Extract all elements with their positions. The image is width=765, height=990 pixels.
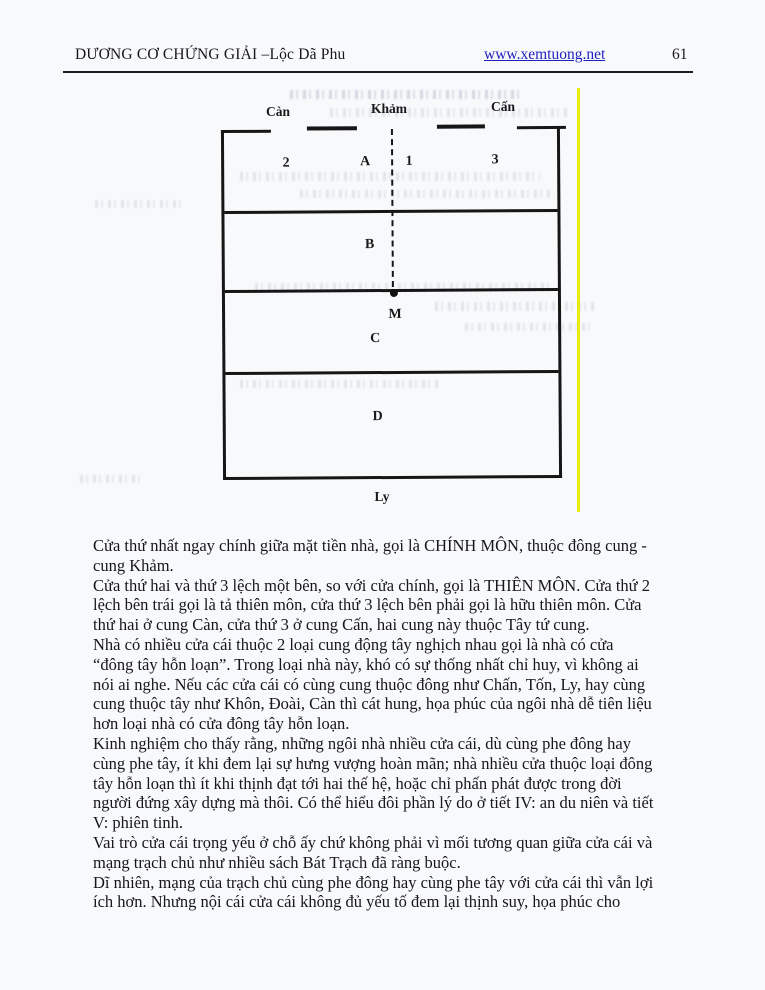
text-line: cung thuộc tây như Khôn, Đoài, Càn thì cát hung, họa phúc của ngôi nhà dễ tiên liệu (93, 694, 652, 714)
scan-noise (95, 200, 185, 208)
front-wall-segment (221, 130, 271, 133)
compass-label-ly: Ly (374, 489, 390, 504)
section-label-c: C (370, 331, 381, 347)
door-label-1: 1 (405, 153, 413, 169)
text-line: cung Khảm. (93, 555, 174, 575)
text-line: Cửa thứ hai và thứ 3 lệch một bên, so với cửa chính, gọi là THIÊN MÔN. Cửa thứ 2 (93, 575, 650, 595)
front-wall-segment (437, 124, 485, 128)
section-label-b: B (364, 237, 375, 253)
text-line: thứ hai ở cung Càn, cửa thứ 3 ở cung Cấn, hai cung này thuộc Tây tứ cung. (93, 615, 590, 635)
text-line: mạng trạch chủ như nhiều sách Bát Trạch đã ràng buộc. (93, 852, 461, 872)
website-link[interactable]: www.xemtuong.net (484, 46, 606, 63)
text-line: “đông tây hỗn loạn”. Trong loại nhà này, khó có sự thống nhất chỉ huy, vì không ai (93, 654, 639, 674)
room-divider (225, 370, 558, 375)
book-title: DƯƠNG CƠ CHỨNG GIẢI –Lộc Dã Phu (75, 46, 346, 63)
floor-plan-figure (0, 80, 765, 530)
center-axis-dashed-line (391, 129, 394, 287)
text-line: cùng phe tây, ít khi đem lại sự hưng vượng hoàn mãn; nhà nhiều cửa thuộc loại đông (93, 753, 653, 773)
text-line: V: phiên tinh. (93, 813, 183, 833)
text-line: Vai trò cửa cái trọng yếu ở chỗ ấy chứ không phải vì mối tương quan giữa cửa cái và (93, 832, 653, 852)
door-label-2: 2 (282, 155, 290, 171)
text-line: ích hơn. Nhưng nội cái cửa cái không đủ yếu tố đem lại thịnh suy, họa phúc cho (93, 892, 621, 912)
door-label-a: A (360, 154, 371, 170)
yellow-scan-line (577, 88, 580, 512)
text-line: hơn loại nhà có cửa đông tây hỗn loạn. (93, 714, 350, 734)
scan-noise (330, 108, 570, 117)
page-number: 61 (672, 46, 688, 63)
door-label-3: 3 (491, 152, 499, 168)
compass-label-can-nw: Càn (265, 104, 291, 119)
text-line: Nhà có nhiều cửa cái thuộc 2 loại cung động tây nghịch nhau gọi là nhà có cửa (93, 634, 614, 654)
scan-noise (80, 475, 140, 483)
text-line: nói ai nghe. Nếu các cửa cái có cùng cung thuộc đông như Chấn, Tốn, Ly, hay cùng (93, 674, 646, 694)
text-line: người đứng xây dựng mà thôi. Có thể hiểu đôi phần lý do ở tiết IV: an du niên và tiết (93, 793, 654, 813)
house-outline (221, 128, 562, 480)
center-point-dot (390, 289, 398, 297)
front-wall-segment (517, 126, 566, 129)
text-line: tây hỗn loạn thì ít khi thịnh đạt tới hai thế hệ, hoặc chỉ phấn phát được trong đời (93, 773, 622, 793)
front-wall-segment (307, 126, 357, 130)
text-line: Dĩ nhiên, mạng của trạch chủ cùng phe đông hay cùng phe tây với cửa cái thì vẫn lợi (93, 872, 654, 892)
body-text (93, 536, 698, 912)
scan-noise (290, 90, 520, 99)
compass-label-kham: Khảm (370, 101, 408, 116)
text-line: Cửa thứ nhất ngay chính giữa mặt tiền nhà, gọi là CHÍNH MÔN, thuộc đông cung - (93, 536, 647, 555)
text-line: Kinh nghiệm cho thấy rằng, những ngôi nhà nhiều cửa cái, dù cùng phe đông hay (93, 733, 631, 753)
section-label-d: D (372, 409, 383, 425)
text-line: lệch bên trái gọi là tả thiên môn, cửa thứ 3 lệch bên phải gọi là hữu thiên môn. Cửa (93, 595, 642, 615)
header-divider (63, 71, 693, 73)
center-point-label-m: M (388, 306, 402, 323)
compass-label-can-ne: Cấn (490, 99, 516, 114)
